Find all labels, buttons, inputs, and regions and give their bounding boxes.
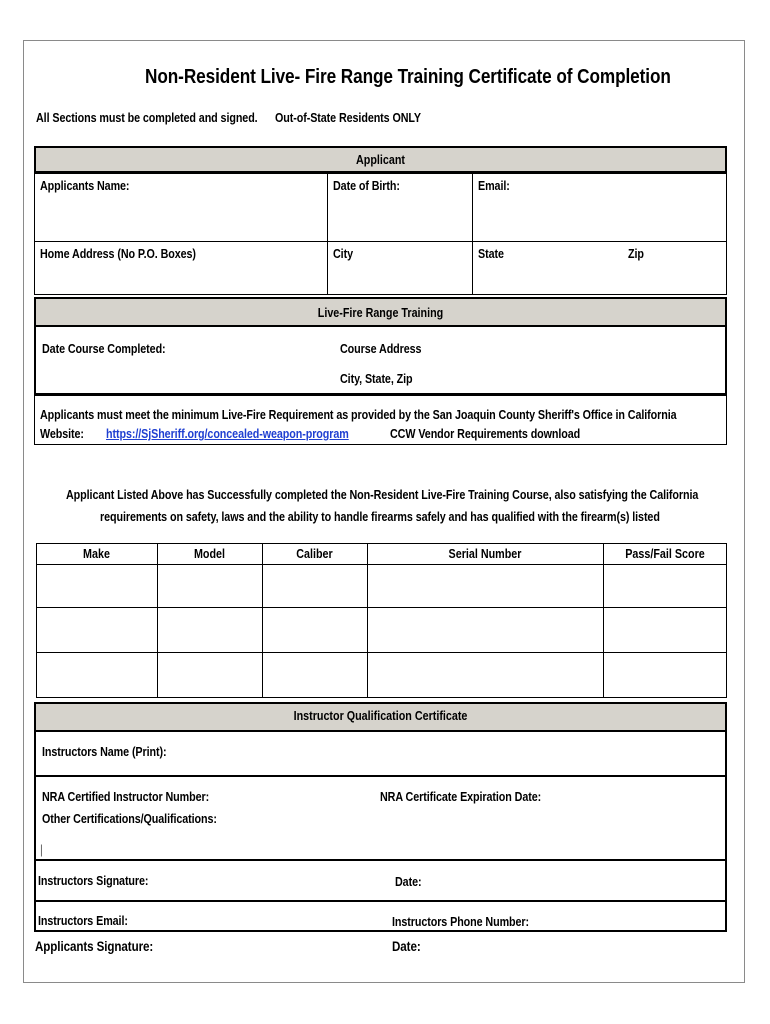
column-caliber: Caliber — [296, 547, 333, 561]
instructor-section — [34, 732, 727, 932]
city-label: City — [333, 247, 353, 261]
instructor-divider-3 — [34, 900, 727, 902]
applicant-row-divider — [34, 241, 727, 242]
column-pass-fail-score: Pass/Fail Score — [625, 547, 705, 561]
column-make: Make — [83, 547, 110, 561]
completion-statement-line-1: Applicant Listed Above has Successfully completed the Non-Resident Live-Fire Training Course, also satisfying the California — [66, 488, 699, 502]
applicant-signature-date-label: Date: — [392, 939, 421, 954]
website-link[interactable]: https://SjSheriff.org/concealed-weapon-program — [106, 427, 349, 441]
applicant-name-label: Applicants Name: — [40, 179, 130, 193]
firearms-header-divider — [36, 564, 727, 565]
completion-statement-line-2: requirements on safety, laws and the ability to handle firearms safely and has qualified with the firearm(s) listed — [100, 510, 660, 524]
website-label: Website: — [40, 427, 84, 441]
out-of-state-note: Out-of-State Residents ONLY — [275, 111, 422, 125]
column-model: Model — [193, 547, 226, 561]
zip-label: Zip — [628, 247, 644, 261]
nra-expiration-label: NRA Certificate Expiration Date: — [380, 790, 542, 804]
firearms-col-divider-1 — [157, 543, 158, 698]
instructor-name-label: Instructors Name (Print): — [42, 745, 167, 759]
instructor-phone-label: Instructors Phone Number: — [392, 915, 530, 929]
firearms-col-divider-3 — [367, 543, 368, 698]
dob-label: Date of Birth: — [333, 179, 400, 193]
course-address-label: Course Address — [340, 342, 422, 356]
state-label: State — [478, 247, 504, 261]
course-city-state-zip-label: City, State, Zip — [340, 372, 413, 386]
home-address-label: Home Address (No P.O. Boxes) — [40, 247, 196, 261]
email-label: Email: — [478, 179, 510, 193]
column-serial-number: Serial Number — [448, 547, 522, 561]
instructor-email-label: Instructors Email: — [38, 914, 128, 928]
page-title: Non-Resident Live- Fire Range Training Certificate of Completion — [145, 66, 671, 88]
firearms-table — [36, 543, 727, 698]
instructor-header: Instructor Qualification Certificate — [293, 709, 468, 723]
instructor-divider-1 — [34, 775, 727, 777]
other-certifications-label: Other Certifications/Qualifications: — [42, 812, 217, 826]
firearms-row-divider-2 — [36, 652, 727, 653]
all-sections-note: All Sections must be completed and signed. — [36, 111, 258, 125]
text-cursor-mark: | — [40, 843, 43, 857]
ccw-vendor-requirements-link[interactable]: CCW Vendor Requirements download — [390, 427, 581, 441]
nra-number-label: NRA Certified Instructor Number: — [42, 790, 210, 804]
training-header: Live-Fire Range Training — [317, 306, 444, 320]
firearms-row-divider-1 — [36, 607, 727, 608]
firearms-col-divider-2 — [262, 543, 263, 698]
instructor-signature-label: Instructors Signature: — [38, 874, 149, 888]
applicant-col-divider-2 — [472, 173, 473, 295]
firearms-col-divider-4 — [603, 543, 604, 698]
instructor-divider-2 — [34, 859, 727, 861]
applicant-signature-label: Applicants Signature: — [35, 939, 154, 954]
instructor-signature-date-label: Date: — [395, 875, 422, 889]
applicant-col-divider-1 — [327, 173, 328, 295]
applicant-header: Applicant — [356, 153, 405, 167]
date-course-completed-label: Date Course Completed: — [42, 342, 166, 356]
requirement-text: Applicants must meet the minimum Live-Fire Requirement as provided by the San Joaquin County Sheriff's Office in California — [40, 408, 677, 422]
